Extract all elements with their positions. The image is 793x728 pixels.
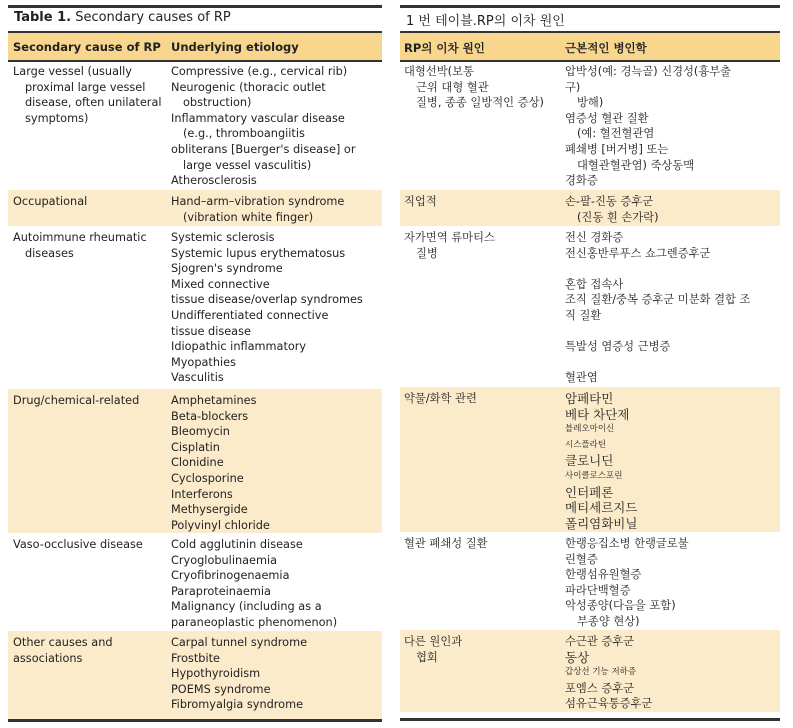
etiology-line: 부종양 현상) bbox=[577, 614, 640, 628]
etiology-cell bbox=[565, 230, 780, 386]
cause-line: 질병 bbox=[416, 246, 438, 260]
etiology-line: 전신홍반루푸스 쇼그렌증후군 bbox=[565, 246, 711, 260]
etiology-cell bbox=[171, 230, 381, 386]
cause-cell bbox=[13, 64, 163, 126]
cause-line: Large vessel (usually bbox=[13, 65, 132, 78]
table-row bbox=[8, 60, 382, 190]
etiology-line: 인터페론 bbox=[565, 484, 614, 500]
cause-cell bbox=[404, 536, 564, 552]
etiology-line: Systemic lupus erythematosus bbox=[171, 246, 346, 260]
etiology-line: Clonidine bbox=[171, 456, 224, 470]
etiology-line: Idiopathic inflammatory bbox=[171, 340, 307, 354]
table-row bbox=[8, 190, 382, 226]
cause-cell bbox=[13, 194, 163, 210]
table-row bbox=[8, 226, 382, 389]
etiology-line: obliterans [Buerger's disease] or bbox=[171, 142, 356, 156]
etiology-line: 메티세르지드 bbox=[565, 500, 638, 516]
cause-cell bbox=[13, 230, 163, 261]
cause-line: 대형선박(보통 bbox=[404, 65, 474, 78]
table-row bbox=[400, 532, 780, 630]
cause-cell bbox=[404, 194, 564, 210]
etiology-line: 폴리염화비닐 bbox=[565, 515, 638, 531]
header-cause: Secondary cause of RP bbox=[13, 40, 161, 54]
cause-line: associations bbox=[13, 651, 83, 665]
cause-line: Vaso-occlusive disease bbox=[13, 538, 143, 551]
table-row bbox=[8, 389, 382, 533]
etiology-line: 직 질환 bbox=[565, 308, 602, 322]
etiology-cell bbox=[171, 64, 381, 189]
etiology-line: Mixed connective bbox=[171, 277, 270, 291]
etiology-line: 암페타민 bbox=[565, 391, 614, 406]
korean-table bbox=[400, 0, 780, 728]
etiology-line: Cold agglutinin disease bbox=[171, 538, 303, 551]
etiology-cell bbox=[565, 64, 780, 189]
cause-line: Autoimmune rheumatic bbox=[13, 231, 147, 244]
etiology-line: paraneoplastic phenomenon) bbox=[171, 615, 338, 629]
etiology-line: Cisplatin bbox=[171, 440, 220, 454]
top-rule bbox=[400, 5, 780, 8]
etiology-line: 갑상선 기능 저하증 bbox=[565, 667, 637, 678]
english-table bbox=[8, 0, 382, 728]
cause-cell bbox=[404, 391, 564, 407]
etiology-line: 블레오마이신 bbox=[565, 424, 615, 435]
table-header bbox=[8, 31, 382, 62]
table-row bbox=[400, 60, 780, 190]
etiology-line: 포엠스 증후군 bbox=[565, 681, 635, 695]
etiology-line: Fibromyalgia syndrome bbox=[171, 698, 304, 712]
cause-cell bbox=[404, 230, 564, 261]
cause-cell bbox=[13, 537, 163, 553]
etiology-line: Atherosclerosis bbox=[171, 174, 257, 188]
etiology-line: (진동 흰 손가락) bbox=[577, 210, 659, 224]
header-etiology: Underlying etiology bbox=[171, 40, 299, 54]
etiology-line: 방해) bbox=[577, 96, 604, 110]
etiology-line: Paraproteinaemia bbox=[171, 584, 271, 598]
etiology-line: tissue disease bbox=[171, 324, 251, 338]
cause-line: 질병, 종종 일방적인 증상) bbox=[416, 96, 544, 110]
etiology-line: Hypothyroidism bbox=[171, 667, 261, 681]
top-rule bbox=[8, 5, 382, 8]
etiology-line: 전신 경화증 bbox=[565, 231, 624, 244]
etiology-line: Vasculitis bbox=[171, 371, 224, 385]
etiology-line: (예: 혈전혈관염 bbox=[577, 127, 655, 141]
etiology-line: Cryoglobulinaemia bbox=[171, 553, 278, 567]
etiology-line: Interferons bbox=[171, 487, 233, 501]
etiology-line: 특발성 염증성 근병증 bbox=[565, 340, 671, 354]
etiology-line: 구) bbox=[565, 80, 581, 94]
bottom-rule bbox=[8, 719, 382, 722]
etiology-line: Hand–arm–vibration syndrome bbox=[171, 195, 345, 208]
table-row bbox=[400, 190, 780, 226]
bottom-rule bbox=[400, 718, 780, 721]
etiology-cell bbox=[171, 393, 381, 533]
etiology-line: 대혈관혈관염) 죽상동맥 bbox=[577, 158, 695, 172]
etiology-line: Compressive (e.g., cervical rib) bbox=[171, 65, 348, 78]
etiology-line: large vessel vasculitis) bbox=[183, 158, 312, 172]
etiology-line: Undifferentiated connective bbox=[171, 308, 329, 322]
etiology-cell bbox=[171, 635, 381, 713]
etiology-line: 린혈증 bbox=[565, 552, 598, 566]
etiology-line: obstruction) bbox=[183, 96, 252, 110]
etiology-line: 혼합 접속사 bbox=[565, 277, 624, 291]
etiology-line: Cryofibrinogenaemia bbox=[171, 569, 290, 583]
etiology-line: Cyclosporine bbox=[171, 471, 244, 485]
header-cause: RP의 이차 원인 bbox=[404, 41, 485, 55]
etiology-line: (vibration white finger) bbox=[183, 210, 314, 224]
etiology-line: 한랭섬유원혈증 bbox=[565, 568, 642, 582]
etiology-line: Bleomycin bbox=[171, 425, 230, 439]
etiology-cell bbox=[171, 537, 381, 631]
table-row bbox=[400, 387, 780, 532]
etiology-line: 경화증 bbox=[565, 174, 598, 188]
cause-line: 직업적 bbox=[404, 195, 437, 208]
etiology-line: POEMS syndrome bbox=[171, 682, 271, 696]
etiology-line: Methysergide bbox=[171, 503, 248, 517]
table-header bbox=[400, 31, 780, 62]
table-row bbox=[8, 533, 382, 631]
cause-line: 자가면역 류마티스 bbox=[404, 231, 495, 244]
etiology-cell bbox=[565, 391, 780, 531]
cause-cell bbox=[404, 634, 564, 665]
etiology-cell bbox=[565, 634, 780, 712]
etiology-line: 조직 질환/중복 증후군 미분화 결합 조 bbox=[565, 293, 751, 307]
cause-line: Occupational bbox=[13, 195, 88, 208]
cause-line: Drug/chemical-related bbox=[13, 394, 140, 407]
etiology-line: Beta-blockers bbox=[171, 409, 249, 423]
etiology-line: Sjogren's syndrome bbox=[171, 262, 283, 276]
etiology-line: 염증성 혈관 질환 bbox=[565, 111, 649, 125]
table-title: Table 1. Secondary causes of RP bbox=[14, 10, 231, 25]
cause-line: 근위 대형 혈관 bbox=[416, 80, 489, 94]
cause-line: 혈관 폐쇄성 질환 bbox=[404, 537, 488, 550]
etiology-line: Carpal tunnel syndrome bbox=[171, 636, 308, 649]
etiology-line: tissue disease/overlap syndromes bbox=[171, 293, 363, 307]
etiology-line: 동상 bbox=[565, 649, 590, 665]
etiology-line: 사이클로스포린 bbox=[565, 470, 623, 481]
table-row bbox=[400, 226, 780, 387]
etiology-cell bbox=[565, 194, 780, 225]
etiology-line: 섬유근육통증후군 bbox=[565, 697, 653, 711]
etiology-line: 베타 차단제 bbox=[565, 406, 630, 422]
table-title: 1 번 테이블.RP의 이차 원인 bbox=[406, 14, 565, 29]
table-row bbox=[400, 630, 780, 712]
etiology-line: Neurogenic (thoracic outlet bbox=[171, 80, 326, 94]
etiology-cell bbox=[171, 194, 381, 225]
cause-line: disease, often unilateral bbox=[25, 96, 162, 110]
etiology-line: 폐쇄병 [버거병] 또는 bbox=[565, 142, 669, 156]
etiology-line: 수근관 증후군 bbox=[565, 635, 635, 648]
etiology-line: Amphetamines bbox=[171, 394, 257, 407]
etiology-line: Inflammatory vascular disease bbox=[171, 111, 345, 125]
etiology-line: Polyvinyl chloride bbox=[171, 518, 270, 532]
header-etiology: 근본적인 병인학 bbox=[565, 41, 647, 55]
etiology-line: 시스플라틴 bbox=[565, 439, 607, 450]
etiology-line: Myopathies bbox=[171, 355, 237, 369]
etiology-line: 손-팔-진동 증후군 bbox=[565, 195, 654, 208]
cause-line: proximal large vessel bbox=[25, 80, 146, 94]
cause-line: 약물/화학 관련 bbox=[404, 392, 477, 405]
etiology-line: (e.g., thromboangiitis bbox=[183, 127, 305, 141]
cause-line: 다른 원인과 bbox=[404, 635, 463, 648]
cause-line: diseases bbox=[25, 246, 74, 260]
etiology-line: Malignancy (including as a bbox=[171, 600, 322, 614]
cause-line: Other causes and bbox=[13, 636, 113, 649]
cause-cell bbox=[13, 393, 163, 409]
table-row bbox=[8, 631, 382, 719]
etiology-line: 한랭응집소병 한랭글로불 bbox=[565, 537, 689, 550]
cause-cell bbox=[13, 635, 163, 666]
etiology-line: 압박성(예: 경늑골) 신경성(흉부출 bbox=[565, 65, 732, 78]
cause-line: symptoms) bbox=[25, 111, 89, 125]
etiology-line: 혈관염 bbox=[565, 371, 598, 385]
etiology-line: 클로니딘 bbox=[565, 453, 614, 469]
etiology-cell bbox=[565, 536, 780, 630]
cause-line: 협회 bbox=[416, 650, 438, 664]
etiology-line: Systemic sclerosis bbox=[171, 231, 275, 244]
etiology-line: Frostbite bbox=[171, 651, 220, 665]
cause-cell bbox=[404, 64, 564, 111]
etiology-line: 파라단백혈증 bbox=[565, 583, 631, 597]
etiology-line: 악성종양(다음을 포함) bbox=[565, 599, 676, 613]
